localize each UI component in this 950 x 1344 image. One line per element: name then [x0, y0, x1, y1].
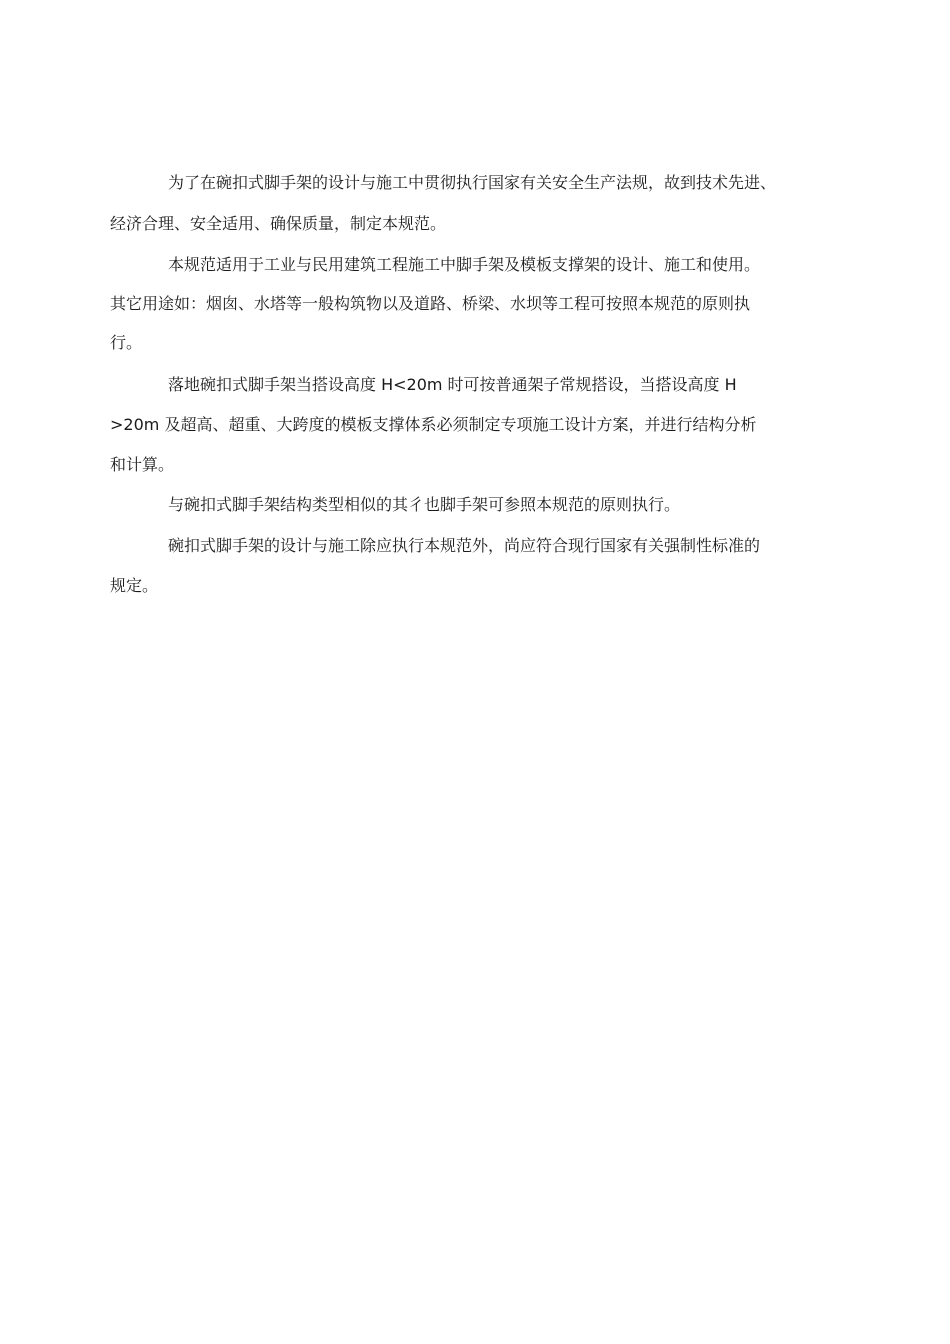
paragraph-1-line-2: 经济合理、安全适用、确保质量，制定本规范。	[110, 214, 447, 233]
paragraph-3-line-1: 落地碗扣式脚手架当搭设高度 H<20m 时可按普通架子常规搭设，当搭设高度 H	[168, 375, 737, 394]
paragraph-5-line-2: 规定。	[110, 576, 159, 595]
paragraph-4-line-1: 与碗扣式脚手架结构类型相似的其彳也脚手架可参照本规范的原则执行。	[168, 495, 681, 514]
paragraph-2-line-2: 其它用途如：烟囱、水塔等一般构筑物以及道路、桥梁、水坝等工程可按照本规范的原则执	[110, 294, 751, 313]
paragraph-1-line-1: 为了在碗扣式脚手架的设计与施工中贯彻执行国家有关安全生产法规，故到技术先进、	[168, 173, 777, 192]
paragraph-5-line-1: 碗扣式脚手架的设计与施工除应执行本规范外，尚应符合现行国家有关强制性标准的	[168, 536, 761, 555]
paragraph-2-line-3: 行。	[110, 333, 143, 352]
paragraph-3-line-3: 和计算。	[110, 455, 175, 474]
paragraph-2-line-1: 本规范适用于工业与民用建筑工程施工中脚手架及模板支撑架的设计、施工和使用。	[168, 255, 761, 274]
paragraph-3-line-2: >20m 及超高、超重、大跨度的模板支撑体系必须制定专项施工设计方案，并进行结构分析	[110, 415, 757, 434]
